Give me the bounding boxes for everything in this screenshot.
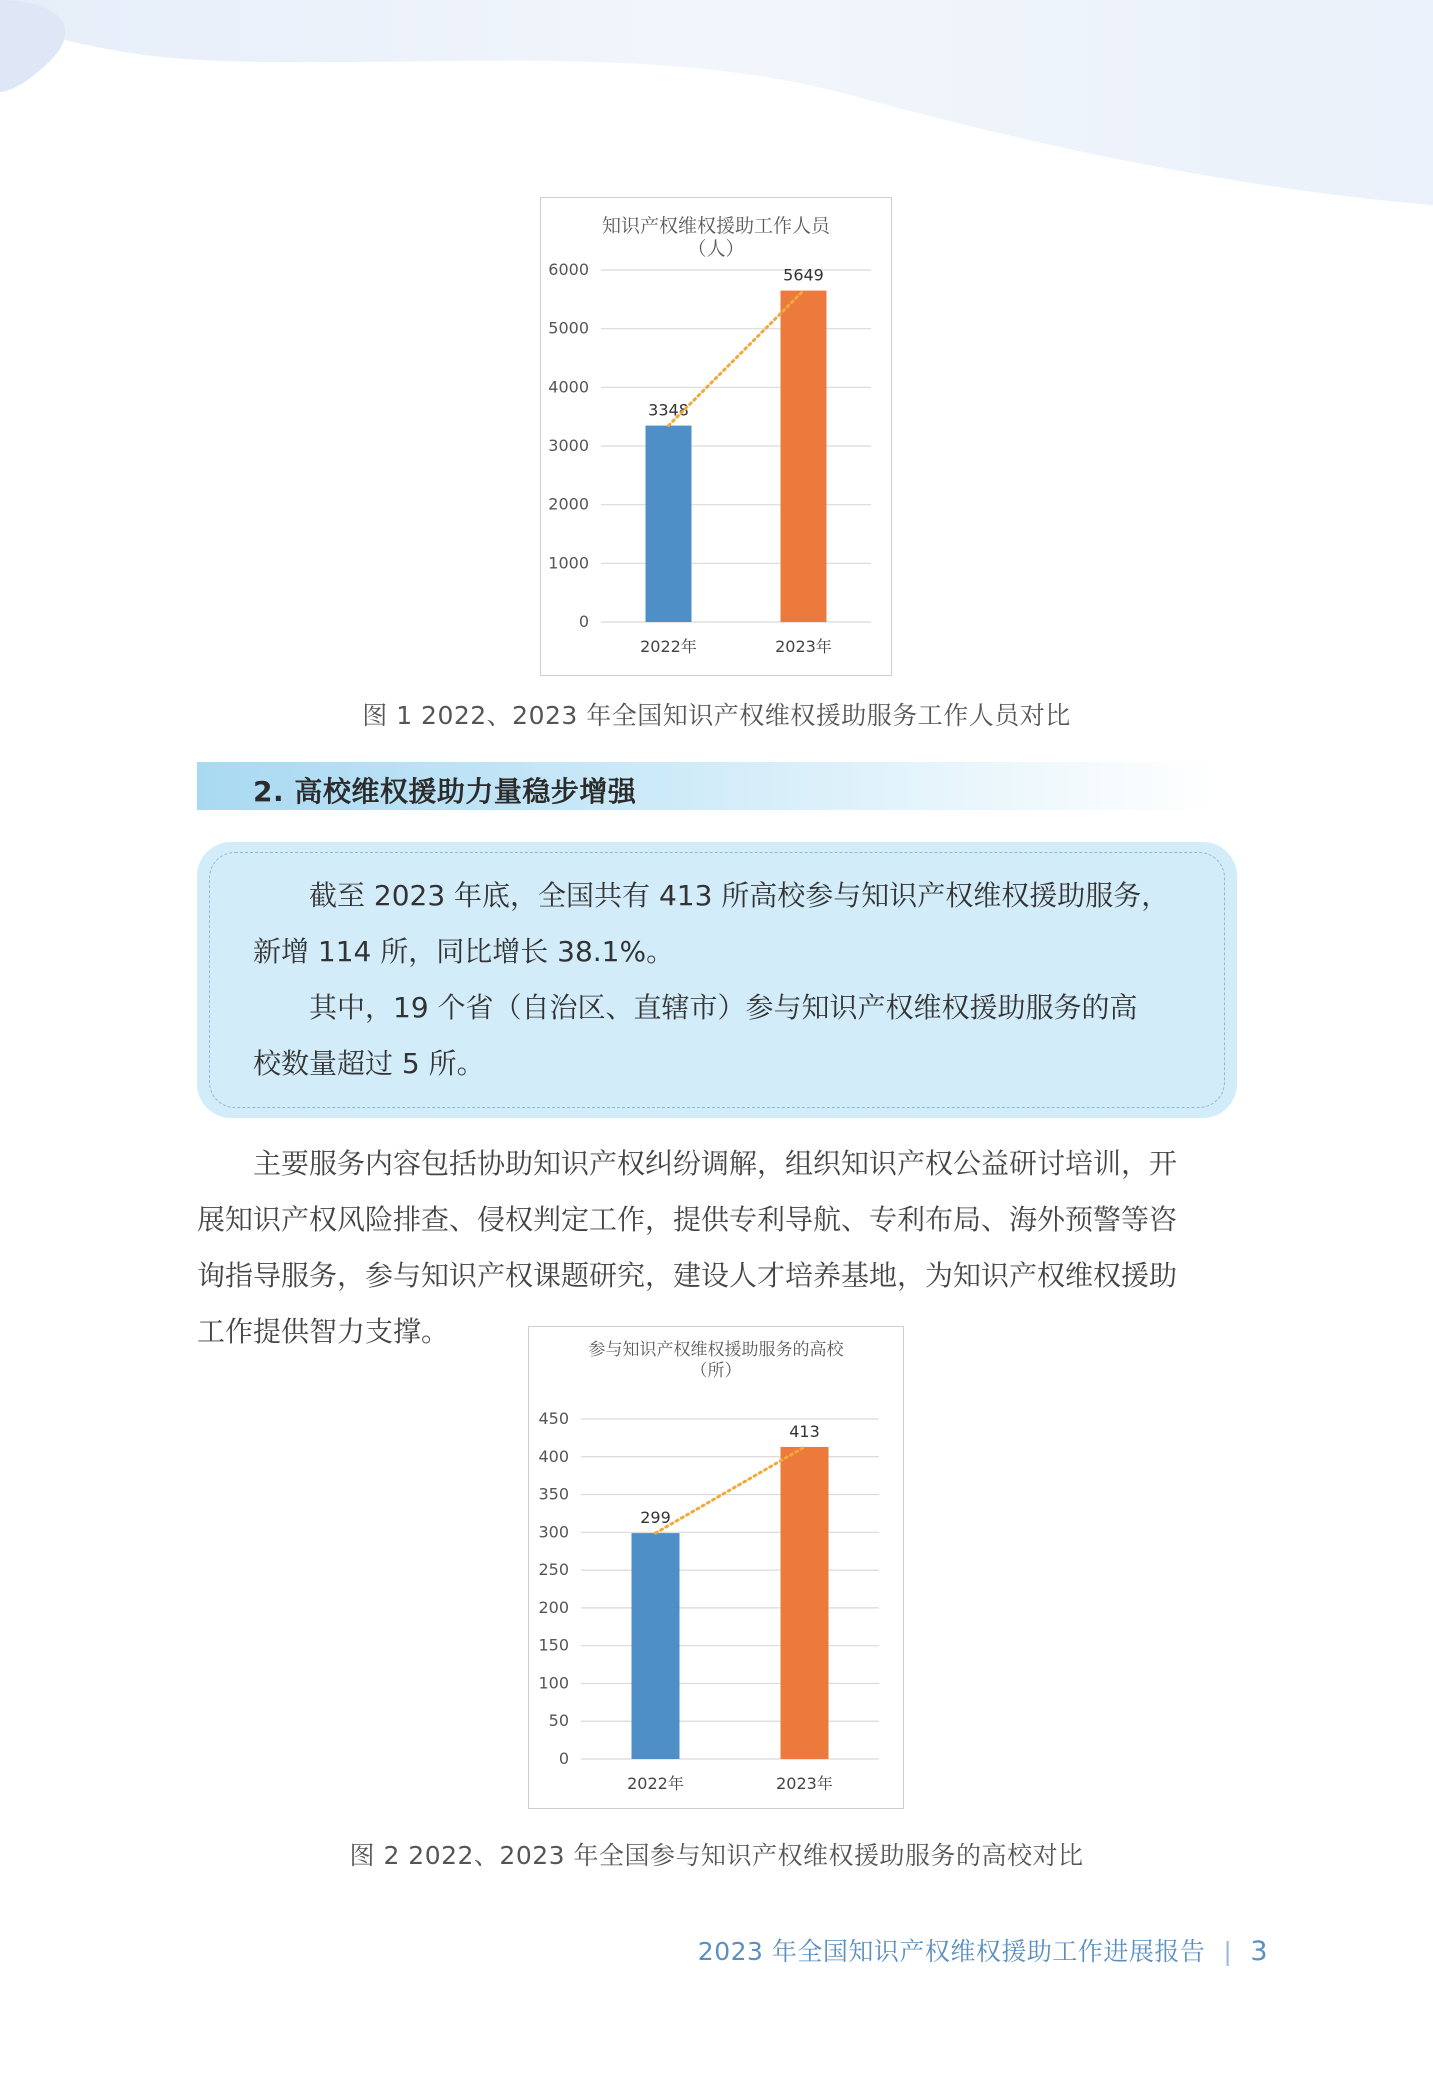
y-tick-label: 400	[538, 1446, 569, 1466]
y-tick-label: 450	[538, 1409, 569, 1428]
body-line-4: 工作提供智力支撑。	[197, 1315, 450, 1348]
highlight-paragraph-1-line-2: 新增 114 所，同比增长 38.1%。	[253, 935, 675, 968]
highlight-paragraph-2-line-1: 其中，19 个省（自治区、直辖市）参与知识产权维权援助服务的高	[309, 991, 1138, 1024]
y-tick-label: 6000	[548, 260, 589, 279]
body-line-1: 主要服务内容包括协助知识产权纠纷调解，组织知识产权公益研讨培训，开	[253, 1147, 1178, 1180]
bar-2023年	[781, 291, 827, 622]
chart-2	[529, 1327, 903, 1808]
y-tick-label: 200	[538, 1597, 569, 1617]
body-line-2: 展知识产权风险排查、侵权判定工作，提供专利导航、专利布局、海外预警等咨	[197, 1203, 1178, 1236]
x-category-label: 2022年	[627, 1774, 684, 1793]
section-header-bar	[197, 762, 1217, 810]
highlight-paragraph-1-line-1: 截至 2023 年底，全国共有 413 所高校参与知识产权维权援助服务，	[309, 879, 1170, 912]
y-tick-label: 2000	[548, 494, 589, 514]
y-tick-label: 0	[558, 1749, 569, 1768]
y-tick-label: 100	[538, 1673, 569, 1693]
chart-1	[541, 198, 891, 675]
chart-subtitle: （人）	[687, 238, 745, 260]
bar-value-label: 5649	[783, 265, 824, 285]
bar-2023年	[781, 1447, 829, 1759]
bar-2022年	[632, 1533, 680, 1759]
highlight-paragraph-2-line-2: 校数量超过 5 所。	[253, 1047, 485, 1080]
highlight-box	[197, 842, 1237, 1118]
chart-title: 知识产权维权援助工作人员	[601, 215, 831, 237]
chart-subtitle: （所）	[690, 1361, 742, 1381]
x-category-label: 2023年	[776, 1774, 833, 1793]
y-tick-label: 250	[538, 1560, 569, 1580]
y-tick-label: 300	[538, 1522, 569, 1542]
figure-2-caption: 图 2 2022、2023 年全国参与知识产权维权援助服务的高校对比	[349, 1841, 1084, 1870]
y-tick-label: 3000	[548, 436, 589, 455]
body-line-3: 询指导服务，参与知识产权课题研究，建设人才培养基地，为知识产权维权援助	[197, 1259, 1178, 1292]
y-tick-label: 50	[548, 1711, 569, 1731]
y-tick-label: 150	[538, 1635, 569, 1655]
y-tick-label: 0	[578, 612, 589, 631]
y-tick-label: 1000	[548, 553, 589, 573]
y-tick-label: 4000	[548, 377, 589, 397]
x-category-label: 2023年	[775, 637, 832, 656]
page-number: 3	[1250, 1936, 1268, 1967]
chart-1-frame	[540, 197, 892, 676]
footer-separator: |	[1223, 1937, 1233, 1966]
y-tick-label: 5000	[548, 318, 589, 338]
page-footer	[698, 1932, 1268, 1968]
section-title: 2. 高校维权援助力量稳步增强	[253, 775, 637, 808]
footer-report-title: 2023 年全国知识产权维权援助工作进展报告	[697, 1937, 1206, 1966]
bar-value-label: 3348	[648, 400, 689, 420]
bar-2022年	[646, 426, 692, 622]
x-category-label: 2022年	[640, 637, 697, 656]
bar-value-label: 413	[789, 1421, 820, 1441]
figure-1-caption: 图 1 2022、2023 年全国知识产权维权援助服务工作人员对比	[362, 701, 1071, 730]
y-tick-label: 350	[538, 1484, 569, 1504]
bar-value-label: 299	[640, 1508, 671, 1528]
header-wave-decoration	[0, 0, 1433, 220]
chart-title: 参与知识产权维权援助服务的高校	[588, 1340, 844, 1360]
chart-2-frame	[528, 1326, 904, 1809]
